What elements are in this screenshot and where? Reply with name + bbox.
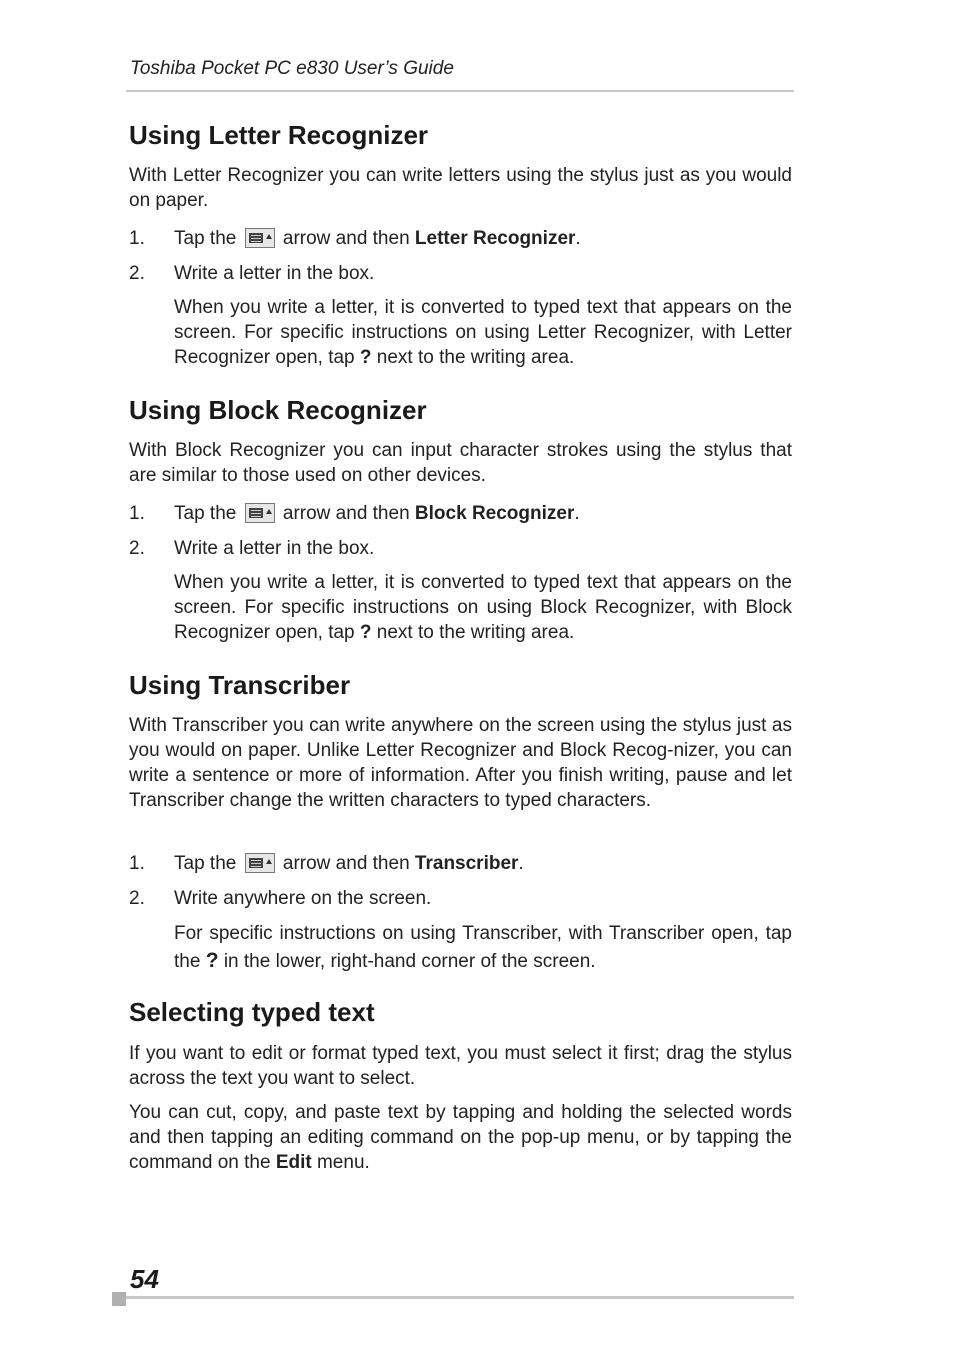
help-symbol: ? [205, 949, 219, 972]
step-text: Write a letter in the box. [174, 538, 375, 559]
input-panel-arrow-icon [245, 228, 275, 248]
intro-block-recognizer: With Block Recognizer you can input character strokes using the stylus that are similar to those used on other devices. [129, 440, 792, 486]
input-panel-arrow-icon [245, 503, 275, 523]
heading-selecting-typed-text: Selecting typed text [129, 997, 375, 1027]
para-select-text: If you want to edit or format typed text, you must select it first; drag the stylus across the text you want to select. [129, 1043, 792, 1089]
punctuation: . [575, 228, 581, 249]
running-header: Toshiba Pocket PC e830 User’s Guide [130, 58, 454, 79]
step-number: 1. [129, 853, 145, 874]
step-text: Tap the [174, 853, 237, 874]
page-number: 54 [130, 1264, 159, 1294]
note-text: When you write a letter, it is converted to typed text that appears on the screen. For specific instructions on using Block Recognizer, with Block Recognizer open, tap [174, 572, 792, 643]
punctuation: . [518, 853, 524, 874]
step-number: 2. [129, 263, 145, 284]
footer-rule [126, 1296, 794, 1299]
note-text: in the lower, right-hand corner of the screen. [223, 951, 596, 972]
step-text: arrow and then [282, 228, 410, 249]
para-text: menu. [316, 1152, 370, 1173]
heading-transcriber: Using Transcriber [129, 670, 351, 700]
step-text: Tap the [174, 228, 237, 249]
step-text: Write anywhere on the screen. [174, 888, 432, 909]
step-number: 2. [129, 538, 145, 559]
step-number: 1. [129, 228, 145, 249]
note-text: When you write a letter, it is converted to typed text that appears on the screen. For specific instructions on using Letter Recognizer, with Letter Recognizer open, tap [174, 297, 792, 368]
footer-marker [112, 1292, 126, 1306]
heading-block-recognizer: Using Block Recognizer [129, 395, 427, 425]
step-number: 1. [129, 503, 145, 524]
step-text: arrow and then [282, 503, 410, 524]
edit-menu-name: Edit [275, 1152, 312, 1173]
step-text: Tap the [174, 503, 237, 524]
note-transcriber [174, 920, 792, 975]
note-letter-recognizer [174, 295, 792, 370]
step-text: Write a letter in the box. [174, 263, 375, 284]
para-cut-copy-paste [129, 1100, 792, 1175]
menu-option: Block Recognizer [414, 503, 575, 524]
help-symbol: ? [359, 347, 372, 368]
help-symbol: ? [359, 622, 372, 643]
header-rule [126, 90, 794, 92]
step-text: arrow and then [282, 853, 410, 874]
note-block-recognizer [174, 570, 792, 645]
input-panel-arrow-icon [245, 853, 275, 873]
intro-transcriber: With Transcriber you can write anywhere on the screen using the stylus just as you would on paper. Unlike Letter Recognizer and Block Recog-nizer, you can write a sentence or more of information. After you finish writing, pause and let Transcriber change the written characters to typed characters. [129, 715, 792, 811]
step-number: 2. [129, 888, 145, 909]
note-text: For specific instructions on using Transcriber, with Transcriber open, tap the [174, 923, 792, 972]
punctuation: . [574, 503, 580, 524]
note-text: next to the writing area. [376, 347, 575, 368]
menu-option: Transcriber [414, 853, 519, 874]
para-text: You can cut, copy, and paste text by tapping and holding the selected words and then tapping an editing command on the pop-up menu, or by tapping the command on the [129, 1102, 792, 1173]
menu-option: Letter Recognizer [414, 228, 576, 249]
intro-letter-recognizer: With Letter Recognizer you can write letters using the stylus just as you would on paper. [129, 165, 792, 211]
heading-letter-recognizer: Using Letter Recognizer [129, 120, 429, 150]
note-text: next to the writing area. [376, 622, 575, 643]
